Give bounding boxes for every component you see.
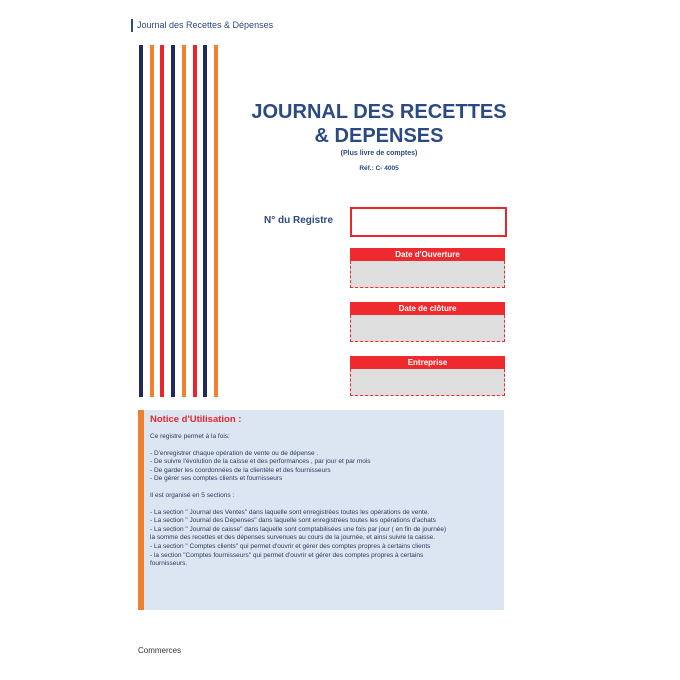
notice-section-item: - la section "Comptes fournisseurs" qui permet d'ouvrir et gérer des comptes propres à certains (150, 551, 424, 559)
notice-permit-item: - De suivre l'évolution de la caisse et des performances , par jour et par mois (150, 458, 371, 466)
date-ouverture-field[interactable] (350, 248, 505, 288)
date-cloture-input[interactable] (350, 315, 505, 342)
notice-section-item: fournisseurs. (150, 560, 188, 568)
registre-label: N° du Registre (264, 215, 334, 226)
date-ouverture-input[interactable] (350, 261, 505, 288)
notice-section-item: - La section " Journal de caisse" dans laquelle sont comptabilisées une fois par jour ( en fin de journée) (150, 525, 447, 533)
date-cloture-label: Date de clôture (350, 302, 505, 315)
entreprise-field[interactable] (350, 356, 505, 396)
stripe (139, 45, 143, 397)
notice-sections-intro: Il est organisé en 5 sections : (150, 491, 235, 499)
cover-subtitle: (Plus livre de comptes) (340, 150, 418, 157)
notice-intro: Ce registre permet à la fois: (150, 433, 230, 440)
cover-title-block (250, 100, 508, 172)
notice-section-item: - La section " Comptes clients" qui permet d'ouvrir et gérer des comptes propres à certains clients (150, 542, 431, 550)
stripe (193, 45, 197, 397)
date-ouverture-label: Date d'Ouverture (350, 248, 505, 261)
running-header: Journal des Recettes & Dépenses (131, 19, 273, 32)
notice-section-item: - La section " Journal des Ventes" dans laquelle sont enregistrées toutes les opérations de vente. (150, 508, 430, 516)
notice-permit-item: - De garder les coordonnées de la clientèle et des fournisseurs (150, 466, 331, 474)
notice-title: Notice d'Utilisation : (150, 414, 242, 425)
stripe (203, 45, 207, 397)
registre-number-field[interactable] (350, 207, 507, 237)
entreprise-label: Entreprise (350, 356, 505, 369)
date-cloture-field[interactable] (350, 302, 505, 342)
decorative-stripes (139, 45, 219, 397)
cover-reference: Réf.: C- 4005 (359, 165, 399, 172)
stripe (150, 45, 154, 397)
cover-title-line-2: & DEPENSES (314, 125, 444, 147)
stripe (160, 45, 164, 397)
notice-permit-item: - D'enregistrer chaque opération de vente ou de dépense . (150, 449, 319, 457)
notice-box (138, 410, 504, 610)
stripe (171, 45, 175, 397)
cover-title-line-1: JOURNAL DES RECETTES (251, 101, 507, 123)
stripe (182, 45, 186, 397)
notice-section-item: la somme des recettes et des dépenses survenues au cours de la journée, et ainsi suivre la caisse. (150, 534, 436, 542)
entreprise-input[interactable] (350, 369, 505, 396)
stripe (214, 45, 218, 397)
footer-text: Commerces (138, 646, 182, 655)
notice-section-item: - La section " Journal des Dépenses" dans laquelle sont enregistrées toutes les opérations d'achats (150, 517, 436, 525)
notice-permit-item: - De gérer ses comptes clients et fournisseurs (150, 475, 283, 483)
